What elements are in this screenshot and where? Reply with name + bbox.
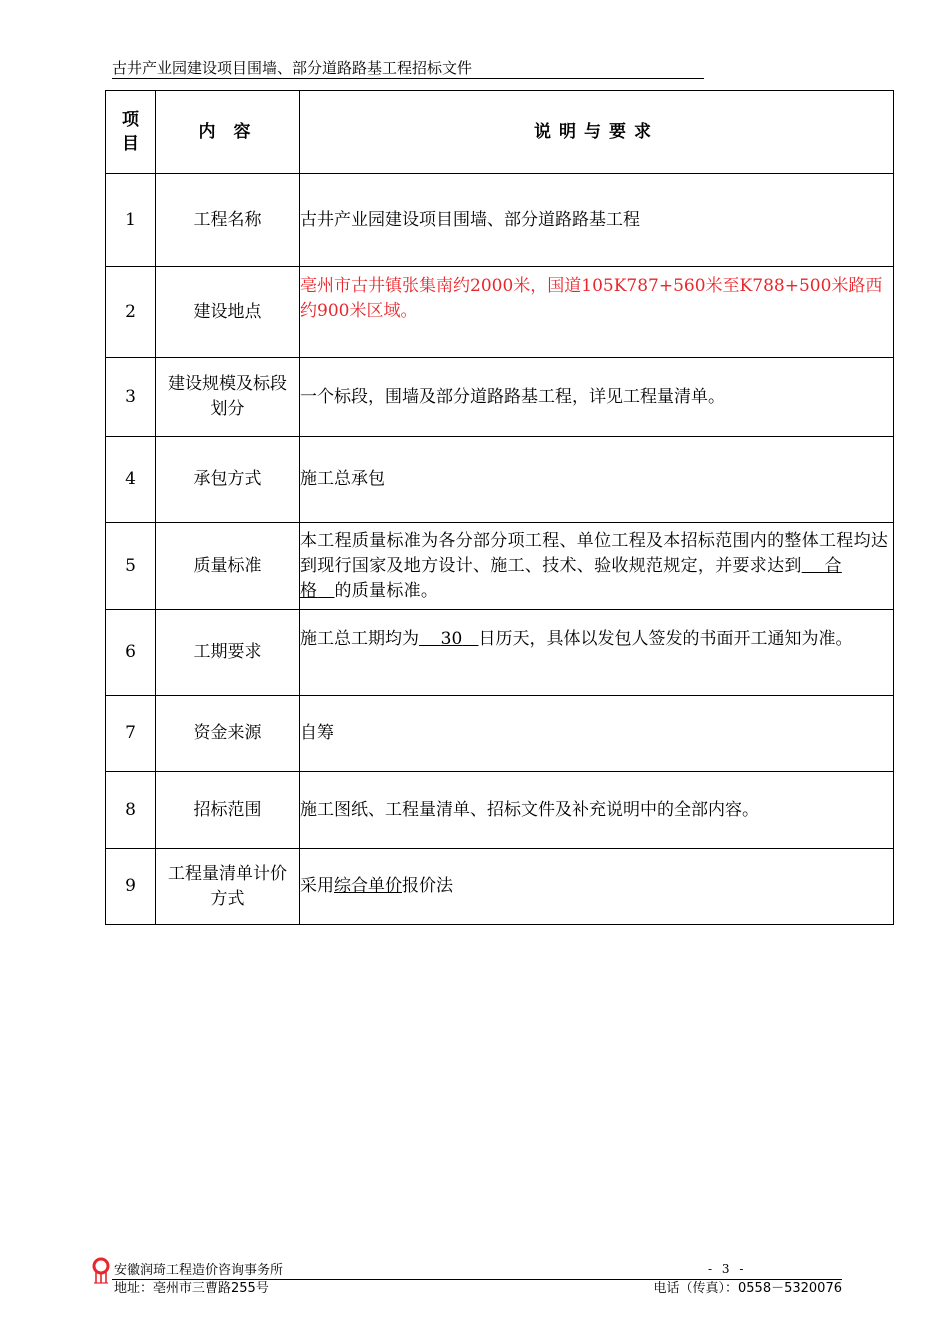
table-row xyxy=(106,358,894,437)
row-number: 3 xyxy=(106,358,156,437)
row-item: 招标范围 xyxy=(156,772,300,849)
description-text: 施工总工期均为 xyxy=(300,629,419,649)
row-item: 工程名称 xyxy=(156,174,300,267)
row-item: 工期要求 xyxy=(156,610,300,696)
description-text: 采用 xyxy=(300,876,334,896)
row-item: 质量标准 xyxy=(156,523,300,610)
pricing-method-underlined: 综合单价 xyxy=(334,876,402,896)
description-text: 本工程质量标准为各分部分项工程、单位工程及本招标范围内的整体工程均达到现行国家及地方设计、施工、技术、验收规范规定，并要求达到 xyxy=(300,530,889,576)
row-description xyxy=(300,610,894,696)
row-description: 施工总承包 xyxy=(300,437,894,523)
description-text: 报价法 xyxy=(402,876,453,896)
header-item-no: 项目 xyxy=(106,91,156,174)
document-header-title: 古井产业园建设项目围墙、部分道路路基工程招标文件 xyxy=(112,58,704,79)
row-number: 4 xyxy=(106,437,156,523)
footer-address: 地址：亳州市三曹路255号 xyxy=(114,1281,269,1296)
row-number: 1 xyxy=(106,174,156,267)
page-number: - 3 - xyxy=(708,1262,747,1276)
company-logo-icon xyxy=(90,1257,112,1285)
row-item: 资金来源 xyxy=(156,696,300,772)
footer-divider xyxy=(112,1279,842,1280)
row-description: 亳州市古井镇张集南约2000米，国道105K787+560米至K788+500米路西约900米区域。 xyxy=(300,267,894,358)
table-row xyxy=(106,610,894,696)
table-row xyxy=(106,437,894,523)
description-text: 日历天，具体以发包人签发的书面开工通知为准。 xyxy=(478,629,853,649)
description-text: 的质量标准。 xyxy=(334,580,439,601)
row-number: 7 xyxy=(106,696,156,772)
footer-phone: 电话（传真）：0558－5320076 xyxy=(653,1281,842,1296)
row-item: 工程量清单计价方式 xyxy=(156,849,300,925)
row-description xyxy=(300,849,894,925)
footer-organization: 安徽润琦工程造价咨询事务所 xyxy=(114,1263,284,1278)
row-number: 2 xyxy=(106,267,156,358)
table-row xyxy=(106,267,894,358)
duration-days-underlined: 30 xyxy=(440,629,463,649)
table-row xyxy=(106,174,894,267)
table-row xyxy=(106,523,894,610)
table-row xyxy=(106,849,894,925)
table-row xyxy=(106,772,894,849)
bid-specification-table xyxy=(105,90,894,925)
row-item: 承包方式 xyxy=(156,437,300,523)
row-item: 建设规模及标段划分 xyxy=(156,358,300,437)
row-description: 一个标段，围墙及部分道路路基工程，详见工程量清单。 xyxy=(300,358,894,437)
header-description: 说明与要求 xyxy=(300,91,894,174)
row-description: 古井产业园建设项目围墙、部分道路路基工程 xyxy=(300,174,894,267)
header-content: 内 容 xyxy=(156,91,300,174)
row-number: 8 xyxy=(106,772,156,849)
row-number: 6 xyxy=(106,610,156,696)
row-description xyxy=(300,523,894,610)
quality-grade-underlined: 合格 xyxy=(300,555,842,601)
table-header-row xyxy=(106,91,894,174)
row-description: 施工图纸、工程量清单、招标文件及补充说明中的全部内容。 xyxy=(300,772,894,849)
row-item: 建设地点 xyxy=(156,267,300,358)
row-description: 自筹 xyxy=(300,696,894,772)
table-row xyxy=(106,696,894,772)
row-number: 5 xyxy=(106,523,156,610)
row-number: 9 xyxy=(106,849,156,925)
